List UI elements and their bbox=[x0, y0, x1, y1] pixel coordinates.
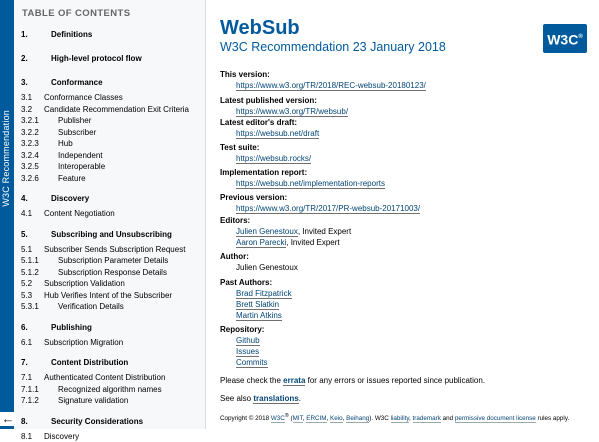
toc-item-number: 7.1 bbox=[21, 373, 33, 382]
repo-github-link[interactable]: Github bbox=[236, 336, 260, 345]
toc-item-number: 3.2.2 bbox=[21, 127, 39, 137]
toc-item-number: 3. bbox=[21, 78, 28, 87]
translations-note bbox=[220, 394, 301, 403]
this-version-link[interactable]: https://www.w3.org/TR/2018/REC-websub-20180123/ bbox=[236, 81, 426, 90]
toc-item-number: 5.1.1 bbox=[21, 256, 39, 265]
editor-link[interactable]: Aaron Parecki bbox=[236, 238, 287, 247]
toc-item-label: Subscription Migration bbox=[44, 337, 124, 347]
w3c-logo-text: W3C bbox=[547, 31, 579, 48]
errata-note bbox=[220, 376, 485, 385]
page-title: WebSub bbox=[220, 17, 300, 39]
page-subtitle: W3C Recommendation 23 January 2018 bbox=[220, 40, 446, 54]
translations-link[interactable]: translations bbox=[253, 394, 299, 403]
errata-prefix: Please check the bbox=[220, 376, 284, 385]
keio-link[interactable]: Keio bbox=[330, 415, 343, 423]
status-sidetab[interactable] bbox=[0, 0, 14, 429]
copyright-sep: , bbox=[326, 415, 331, 423]
past-authors-label: Past Authors: bbox=[220, 278, 273, 287]
ercim-link[interactable]: ERCIM bbox=[306, 415, 327, 423]
license-link[interactable]: permissive document license bbox=[454, 415, 536, 423]
editor-link[interactable]: Julien Genestoux bbox=[236, 227, 298, 236]
repository-label: Repository: bbox=[220, 325, 265, 334]
toc-item-number: 5. bbox=[21, 229, 28, 239]
impl-report-label: Implementation report: bbox=[220, 168, 308, 177]
copyright-open: ( bbox=[288, 415, 293, 423]
toc-item-label: Subscriber bbox=[58, 127, 97, 137]
author-name: Julien Genestoux bbox=[236, 263, 298, 272]
toc-item-number: 4. bbox=[21, 194, 28, 203]
copyright-notice bbox=[220, 413, 569, 422]
author-label: Author: bbox=[220, 252, 249, 261]
toc-item-label: Content Distribution bbox=[51, 358, 129, 367]
toc-item-label: Subscriber Sends Subscription Request bbox=[44, 244, 186, 254]
copyright-suffix: rules apply. bbox=[535, 415, 570, 423]
toc-item-label: Subscribing and Unsubscribing bbox=[51, 229, 172, 239]
toc-item-label: Security Considerations bbox=[51, 416, 144, 426]
toc-item-label: Signature validation bbox=[58, 396, 129, 405]
editor-entry bbox=[236, 227, 351, 236]
toc-item-number: 7. bbox=[21, 358, 28, 367]
mit-link[interactable]: MIT bbox=[292, 415, 303, 423]
copyright-sep: , bbox=[342, 415, 347, 423]
toc-item-number: 3.1 bbox=[21, 93, 33, 102]
toc-item-label: Hub bbox=[58, 139, 73, 148]
previous-version-label: Previous version: bbox=[220, 193, 288, 202]
toc-item-number: 5.1 bbox=[21, 244, 33, 254]
toc-item-number: 3.2 bbox=[21, 104, 33, 114]
translations-suffix: . bbox=[298, 394, 301, 403]
toc-item-label: Conformance Classes bbox=[44, 93, 123, 102]
copyright-sep: , bbox=[302, 415, 307, 423]
editors-draft-link[interactable]: https://websub.net/draft bbox=[236, 129, 320, 138]
w3c-logo[interactable] bbox=[543, 24, 587, 53]
copyright-sep: , bbox=[409, 415, 413, 423]
toc-item-label: Publisher bbox=[58, 116, 92, 125]
past-author-link[interactable]: Brett Slatkin bbox=[236, 300, 280, 309]
toc-item-label: Candidate Recommendation Exit Criteria bbox=[44, 104, 189, 114]
editors-draft-label: Latest editor's draft: bbox=[220, 118, 298, 127]
back-arrow-icon[interactable]: ← bbox=[1, 411, 15, 426]
toc-item-label: Interoperable bbox=[58, 162, 106, 171]
toc-item-number: 3.2.6 bbox=[21, 173, 39, 183]
w3c-logo-mark: ® bbox=[578, 34, 583, 40]
toc-item-number: 2. bbox=[21, 54, 28, 63]
toc-item-label: Definitions bbox=[51, 30, 93, 39]
toc-item-number: 3.2.5 bbox=[21, 162, 39, 171]
impl-report-link[interactable]: https://websub.net/implementation-reports bbox=[236, 179, 385, 188]
toc-item-label: Subscription Response Details bbox=[58, 267, 167, 277]
toc-item-number: 7.1.1 bbox=[21, 384, 39, 394]
test-suite-label: Test suite: bbox=[220, 143, 260, 152]
toc-item-label: Verification Details bbox=[58, 302, 124, 311]
w3c-link[interactable]: W3C bbox=[270, 415, 285, 423]
copyright-and: and bbox=[440, 415, 455, 423]
toc-item-label: Discovery bbox=[51, 194, 90, 203]
translations-prefix: See also bbox=[220, 394, 254, 403]
toc-item-label: Discovery bbox=[44, 431, 80, 441]
toc-item-label: Conformance bbox=[51, 78, 103, 87]
previous-version-link[interactable]: https://www.w3.org/TR/2017/PR-websub-20171003/ bbox=[236, 204, 421, 213]
latest-published-label: Latest published version: bbox=[220, 96, 317, 105]
toc-item-number: 5.3 bbox=[21, 290, 33, 300]
toc-item-label: Subscription Parameter Details bbox=[58, 256, 169, 265]
repo-commits-link[interactable]: Commits bbox=[236, 358, 268, 367]
copyright-close: ). W3C bbox=[369, 415, 391, 423]
test-suite-link[interactable]: https://websub.rocks/ bbox=[236, 154, 312, 163]
toc-item-number: 5.3.1 bbox=[21, 302, 39, 311]
toc-title: TABLE OF CONTENTS bbox=[22, 8, 131, 19]
toc-item-number: 5.1.2 bbox=[21, 267, 39, 277]
toc-item-number: 3.2.1 bbox=[21, 116, 39, 125]
past-author-link[interactable]: Martin Atkins bbox=[236, 311, 282, 320]
registered-mark: ® bbox=[284, 413, 289, 419]
toc-item-number: 3.2.3 bbox=[21, 139, 39, 148]
toc-item-label: Recognized algorithm names bbox=[58, 384, 162, 394]
toc-item-label: High-level protocol flow bbox=[51, 54, 142, 63]
editor-affiliation: , Invited Expert bbox=[286, 238, 340, 247]
toc-item-number: 8. bbox=[21, 416, 28, 426]
toc-item-label: Content Negotiation bbox=[44, 209, 115, 218]
trademark-link[interactable]: trademark bbox=[412, 415, 441, 423]
toc-item-label: Independent bbox=[58, 150, 103, 160]
copyright-prefix: Copyright © 2018 bbox=[220, 415, 271, 423]
toc-item-number: 1. bbox=[21, 30, 28, 39]
editor-affiliation: , Invited Expert bbox=[297, 227, 352, 236]
repo-issues-link[interactable]: Issues bbox=[236, 347, 260, 356]
editor-entry bbox=[236, 238, 340, 247]
editors-label: Editors: bbox=[220, 216, 251, 225]
toc-item-number: 7.1.2 bbox=[21, 396, 39, 405]
toc-item-number: 8.1 bbox=[21, 431, 33, 441]
past-author-link[interactable]: Brad Fitzpatrick bbox=[236, 289, 292, 298]
latest-published-link[interactable]: https://www.w3.org/TR/websub/ bbox=[236, 107, 349, 116]
toc-item-number: 4.1 bbox=[21, 209, 33, 218]
toc-item-label: Feature bbox=[58, 173, 86, 183]
main-content bbox=[206, 0, 599, 429]
errata-suffix: for any errors or issues reported since publication. bbox=[305, 376, 486, 385]
toc-item-number: 3.2.4 bbox=[21, 150, 39, 160]
beihang-link[interactable]: Beihang bbox=[346, 415, 370, 423]
status-label: W3C Recommendation bbox=[1, 110, 11, 207]
toc-item-label: Publishing bbox=[51, 322, 92, 332]
toc-item-number: 6.1 bbox=[21, 337, 33, 347]
this-version-label: This version: bbox=[220, 70, 270, 79]
toc-item-number: 6. bbox=[21, 322, 28, 332]
table-of-contents bbox=[14, 0, 205, 441]
toc-item-label: Subscription Validation bbox=[44, 279, 125, 288]
toc-item-label: Authenticated Content Distribution bbox=[44, 373, 166, 382]
errata-link[interactable]: errata bbox=[283, 376, 306, 385]
liability-link[interactable]: liability bbox=[390, 415, 410, 423]
toc-item-number: 5.2 bbox=[21, 279, 33, 288]
toc-item-label: Hub Verifies Intent of the Subscriber bbox=[44, 290, 173, 300]
